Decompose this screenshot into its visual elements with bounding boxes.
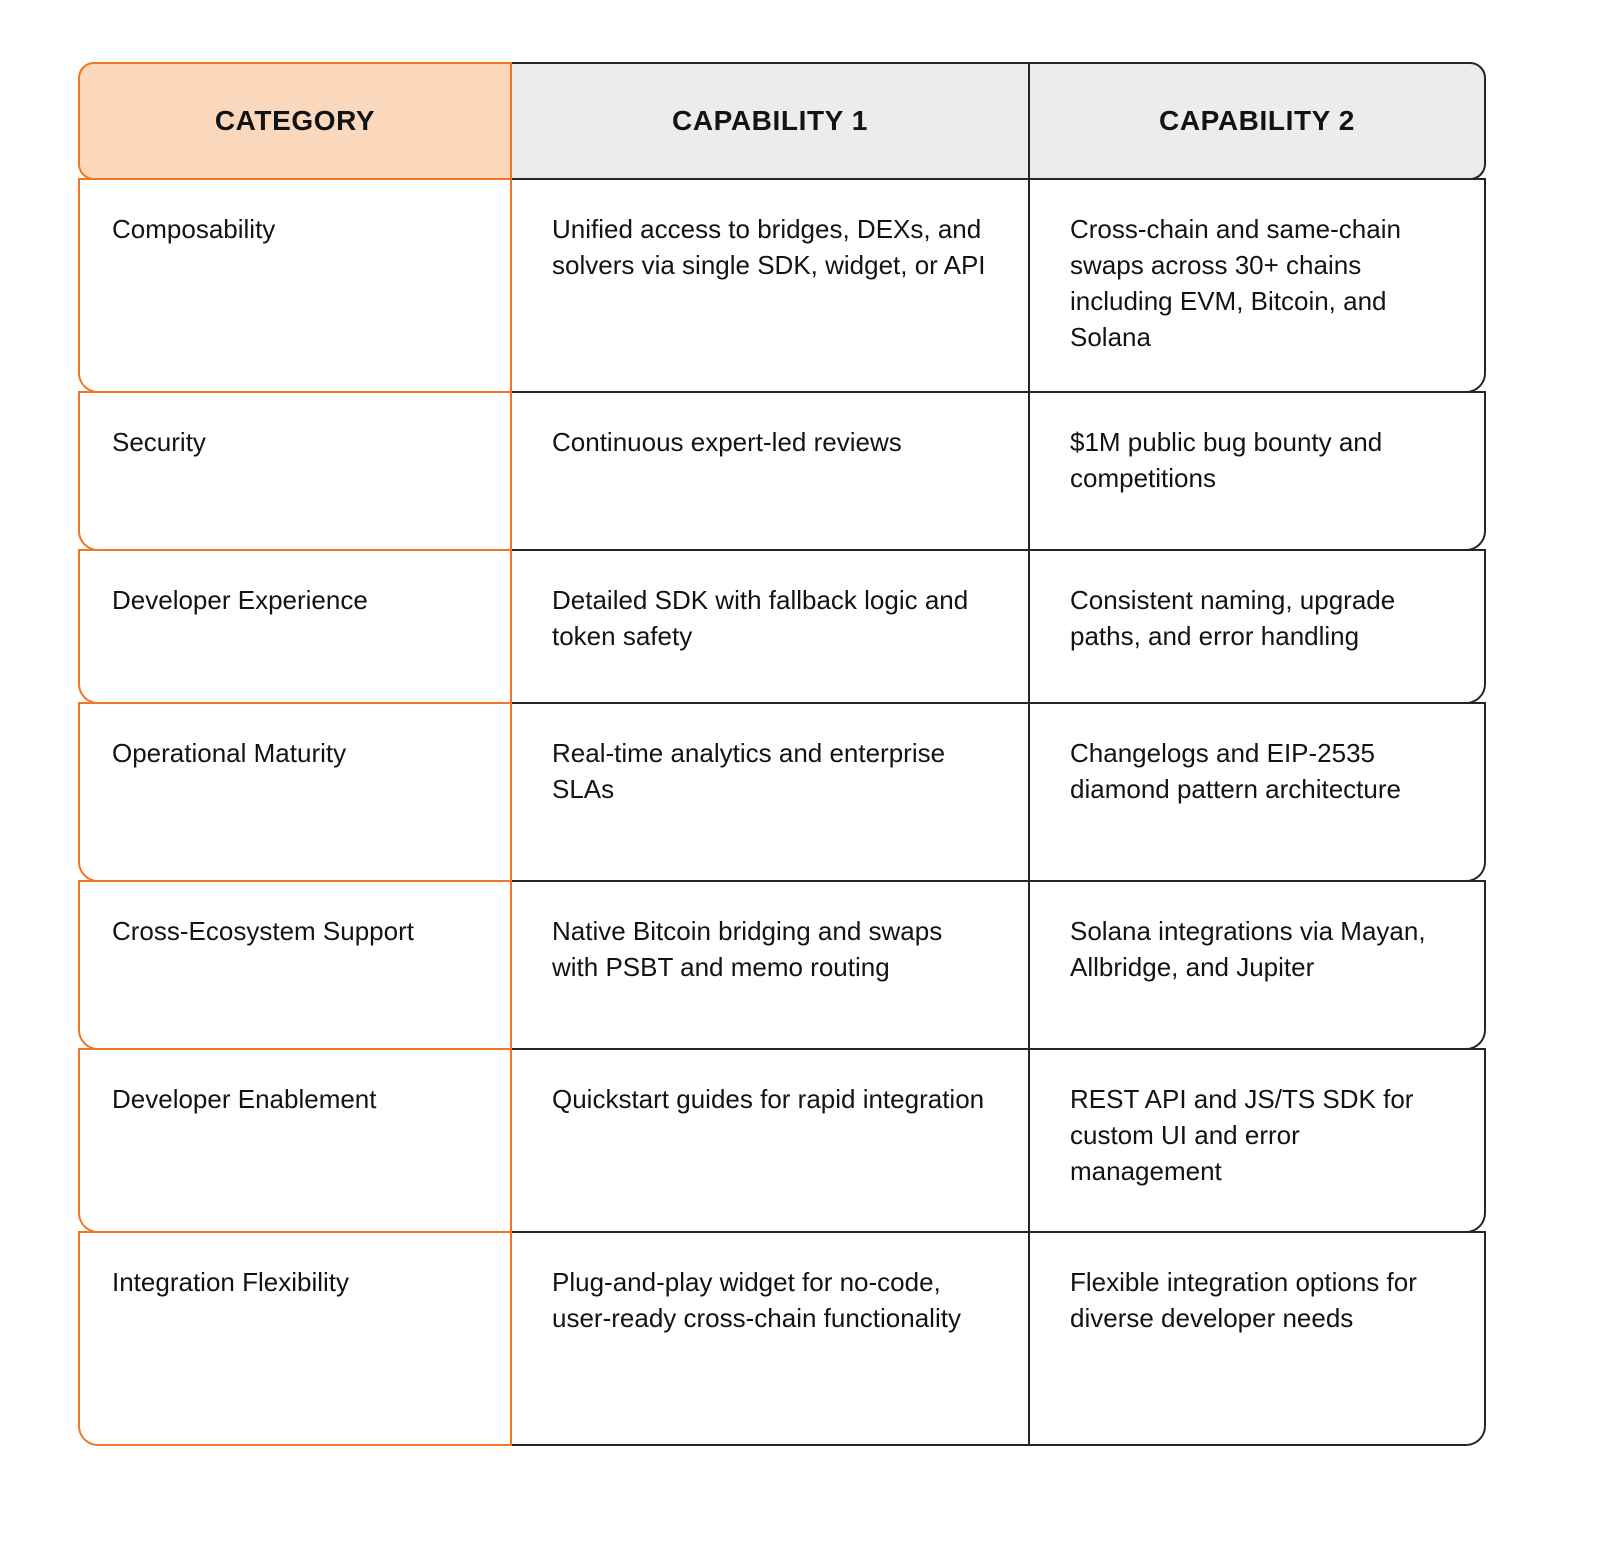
column-header-category-label: CATEGORY <box>214 105 376 136</box>
table-cell-capability-1 <box>510 702 1030 882</box>
column-header-capability-1 <box>510 62 1030 180</box>
capability-1-text: Continuous expert-led reviews <box>552 427 902 457</box>
category-label: Security <box>112 427 206 457</box>
table-row <box>78 391 1490 551</box>
capability-1-text: Real-time analytics and enterprise SLAs <box>552 738 946 804</box>
table-cell-category <box>78 178 512 393</box>
table-row <box>78 178 1490 393</box>
category-label: Developer Enablement <box>112 1084 377 1114</box>
category-label: Composability <box>112 214 276 244</box>
capability-2-text: Solana integrations via Mayan, Allbridge, and Jupiter <box>1070 916 1426 982</box>
table-cell-capability-2 <box>1028 391 1486 551</box>
capability-1-text: Detailed SDK with fallback logic and token safety <box>552 585 969 651</box>
table-cell-category <box>78 880 512 1050</box>
table-cell-capability-2 <box>1028 702 1486 882</box>
table-row <box>78 880 1490 1050</box>
table-header-row <box>78 62 1490 180</box>
column-header-capability-2 <box>1028 62 1486 180</box>
table-cell-capability-1 <box>510 1231 1030 1446</box>
table-cell-capability-2 <box>1028 1231 1486 1446</box>
column-header-capability-2-label: CAPABILITY 2 <box>1159 105 1355 136</box>
column-header-capability-1-label: CAPABILITY 1 <box>672 105 868 136</box>
table-cell-capability-2 <box>1028 178 1486 393</box>
table-cell-capability-1 <box>510 549 1030 704</box>
table-cell-category <box>78 1231 512 1446</box>
table-cell-category <box>78 391 512 551</box>
category-label: Cross-Ecosystem Support <box>112 916 414 946</box>
capability-2-text: Changelogs and EIP-2535 diamond pattern architecture <box>1070 738 1401 804</box>
capability-2-text: Cross-chain and same-chain swaps across 30+ chains including EVM, Bitcoin, and Solana <box>1070 214 1401 352</box>
table-cell-capability-1 <box>510 1048 1030 1233</box>
table-row <box>78 702 1490 882</box>
comparison-table <box>78 62 1490 1446</box>
table-cell-category <box>78 702 512 882</box>
table-cell-capability-1 <box>510 178 1030 393</box>
table-cell-capability-2 <box>1028 549 1486 704</box>
capability-2-text: Consistent naming, upgrade paths, and error handling <box>1070 585 1396 651</box>
table-row <box>78 1231 1490 1446</box>
table-cell-capability-1 <box>510 391 1030 551</box>
capability-2-text: Flexible integration options for diverse developer needs <box>1070 1267 1417 1333</box>
capability-1-text: Native Bitcoin bridging and swaps with PSBT and memo routing <box>552 916 943 982</box>
table-row <box>78 549 1490 704</box>
capability-2-text: $1M public bug bounty and competitions <box>1070 427 1383 493</box>
capability-1-text: Quickstart guides for rapid integration <box>552 1084 985 1114</box>
table-cell-category <box>78 1048 512 1233</box>
category-label: Developer Experience <box>112 585 368 615</box>
capability-2-text: REST API and JS/TS SDK for custom UI and error management <box>1070 1084 1414 1186</box>
table-row <box>78 1048 1490 1233</box>
table-cell-capability-2 <box>1028 1048 1486 1233</box>
column-header-category <box>78 62 512 180</box>
category-label: Integration Flexibility <box>112 1267 349 1297</box>
category-label: Operational Maturity <box>112 738 347 768</box>
table-cell-capability-2 <box>1028 880 1486 1050</box>
table-cell-capability-1 <box>510 880 1030 1050</box>
capability-1-text: Plug-and-play widget for no-code, user-ready cross-chain functionality <box>552 1267 961 1333</box>
capability-1-text: Unified access to bridges, DEXs, and solvers via single SDK, widget, or API <box>552 214 986 280</box>
table-cell-category <box>78 549 512 704</box>
